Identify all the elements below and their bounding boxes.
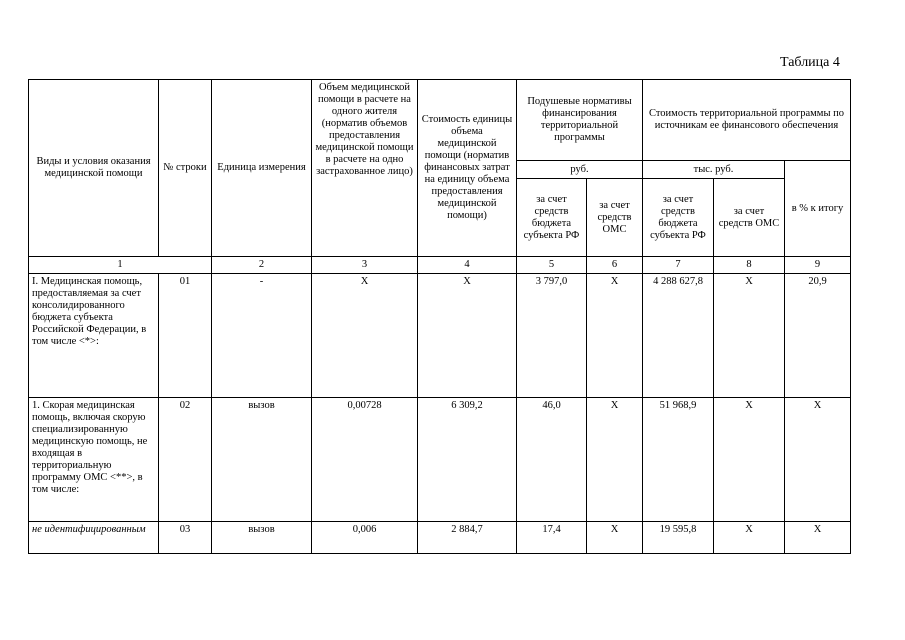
table-row bbox=[29, 522, 851, 554]
header-unit-cost: Стоимость единицы объема медицинской помощи (норматив финансовых затрат на единицу объема предоставления медицинской помощи) bbox=[418, 80, 517, 257]
column-number: 8 bbox=[714, 257, 785, 274]
column-number: 3 bbox=[312, 257, 418, 274]
header-unit-thousand-rub: тыс. руб. bbox=[643, 161, 785, 179]
header-program-cost: Стоимость территориальной программы по источникам ее финансового обеспечения bbox=[643, 80, 851, 161]
row-cost-budget: 51 968,9 bbox=[643, 398, 714, 522]
column-number: 9 bbox=[785, 257, 851, 274]
row-unit-cost: 2 884,7 bbox=[418, 522, 517, 554]
header-unit: Единица измерения bbox=[212, 80, 312, 257]
column-number: 1 bbox=[29, 257, 212, 274]
header-percent: в % к итогу bbox=[785, 161, 851, 257]
header-pc-oms: за счет средств ОМС bbox=[587, 179, 643, 257]
header-cost-budget: за счет средств бюджета субъекта РФ bbox=[643, 179, 714, 257]
row-name: не идентифицированным bbox=[29, 522, 159, 554]
data-table bbox=[28, 79, 851, 554]
column-number: 7 bbox=[643, 257, 714, 274]
row-volume: 0,006 bbox=[312, 522, 418, 554]
row-pc-budget: 3 797,0 bbox=[517, 274, 587, 398]
row-volume: 0,00728 bbox=[312, 398, 418, 522]
row-pc-budget: 46,0 bbox=[517, 398, 587, 522]
row-pc-oms: X bbox=[587, 398, 643, 522]
header-pc-budget: за счет средств бюджета субъекта РФ bbox=[517, 179, 587, 257]
row-unit: - bbox=[212, 274, 312, 398]
row-line-number: 02 bbox=[159, 398, 212, 522]
column-number: 5 bbox=[517, 257, 587, 274]
column-number: 6 bbox=[587, 257, 643, 274]
header-volume: Объем медицинской помощи в расчете на одного жителя (норматив объемов предоставления медицинской помощи в расчете на одно застрахованное лицо) bbox=[312, 80, 418, 257]
row-unit-cost: X bbox=[418, 274, 517, 398]
row-cost-budget: 4 288 627,8 bbox=[643, 274, 714, 398]
row-pc-budget: 17,4 bbox=[517, 522, 587, 554]
row-cost-oms: X bbox=[714, 274, 785, 398]
header-type: Виды и условия оказания медицинской помощи bbox=[29, 80, 159, 257]
row-percent: X bbox=[785, 522, 851, 554]
row-unit-cost: 6 309,2 bbox=[418, 398, 517, 522]
header-per-capita: Подушевые нормативы финансирования территориальной программы bbox=[517, 80, 643, 161]
row-cost-oms: X bbox=[714, 522, 785, 554]
row-name: I. Медицинская помощь, предоставляемая за счет консолидированного бюджета субъекта Российской Федерации, в том числе <*>: bbox=[29, 274, 159, 398]
header-unit-rub: руб. bbox=[517, 161, 643, 179]
row-volume: X bbox=[312, 274, 418, 398]
column-number: 4 bbox=[418, 257, 517, 274]
header-line-number: № строки bbox=[159, 80, 212, 257]
row-cost-budget: 19 595,8 bbox=[643, 522, 714, 554]
header-cost-oms: за счет средств ОМС bbox=[714, 179, 785, 257]
row-percent: 20,9 bbox=[785, 274, 851, 398]
row-name: 1. Скорая медицинская помощь, включая скорую специализированную медицинскую помощь, не входящая в территориальную программу ОМС <**>, в том числе: bbox=[29, 398, 159, 522]
row-pc-oms: X bbox=[587, 274, 643, 398]
row-line-number: 03 bbox=[159, 522, 212, 554]
row-line-number: 01 bbox=[159, 274, 212, 398]
column-number: 2 bbox=[212, 257, 312, 274]
table-caption: Таблица 4 bbox=[780, 55, 840, 70]
row-percent: X bbox=[785, 398, 851, 522]
table-row bbox=[29, 398, 851, 522]
row-pc-oms: X bbox=[587, 522, 643, 554]
row-unit: вызов bbox=[212, 522, 312, 554]
row-unit: вызов bbox=[212, 398, 312, 522]
row-cost-oms: X bbox=[714, 398, 785, 522]
table-row bbox=[29, 274, 851, 398]
